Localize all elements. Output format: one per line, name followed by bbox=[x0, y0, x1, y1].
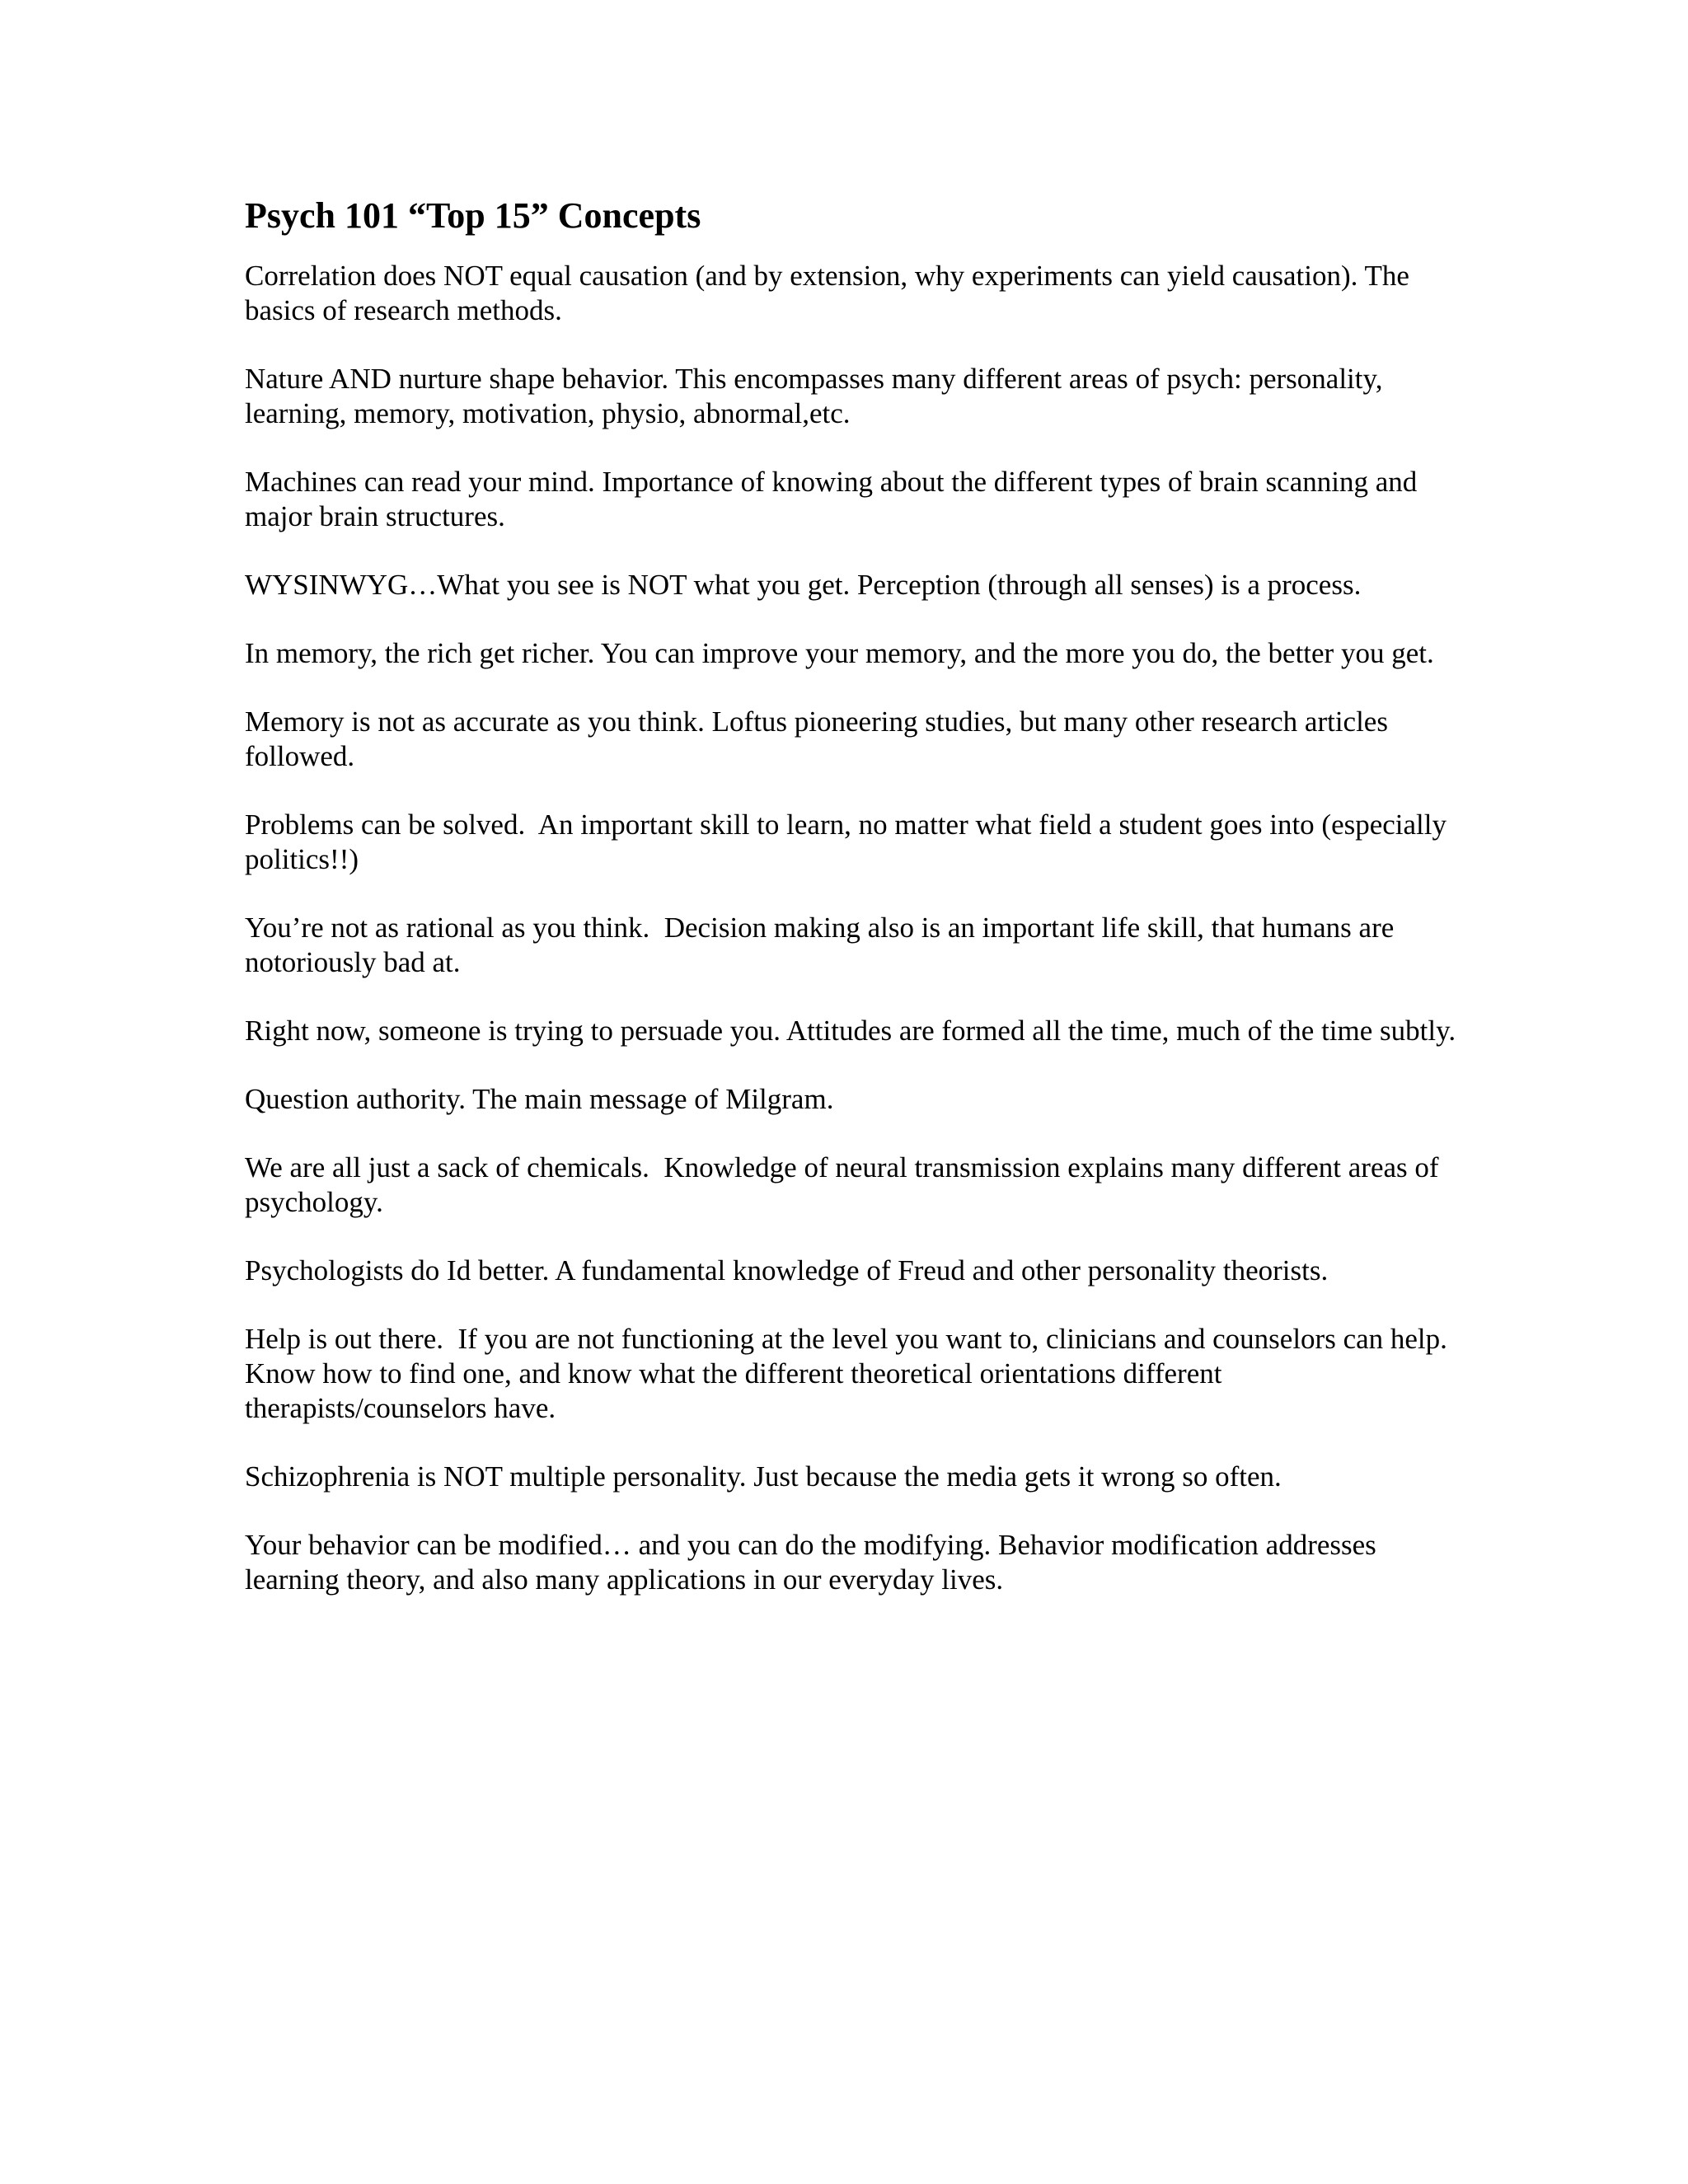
document-title: Psych 101 “Top 15” Concepts bbox=[245, 195, 701, 236]
concept-item: Problems can be solved. An important skill to learn, no matter what field a student goes into (especially politics!!) bbox=[245, 808, 1454, 875]
concept-item: Correlation does NOT equal causation (and by extension, why experiments can yield causation). The basics of research methods. bbox=[245, 260, 1417, 326]
concept-item: Right now, someone is trying to persuade you. Attitudes are formed all the time, much of the time subtly. bbox=[245, 1015, 1456, 1047]
concept-list bbox=[245, 259, 1456, 1597]
concept-item: Your behavior can be modified… and you can do the modifying. Behavior modification addresses learning theory, and also many applications in our everyday lives. bbox=[245, 1529, 1384, 1596]
concept-item: In memory, the rich get richer. You can improve your memory, and the more you do, the better you get. bbox=[245, 637, 1434, 669]
concept-item: Memory is not as accurate as you think. Loftus pioneering studies, but many other research articles followed. bbox=[245, 705, 1395, 772]
concept-item: WYSINWYG…What you see is NOT what you get. Perception (through all senses) is a process. bbox=[245, 569, 1362, 601]
concept-item: Psychologists do Id better. A fundamental knowledge of Freud and other personality theorists. bbox=[245, 1254, 1329, 1286]
concept-item: You’re not as rational as you think. Decision making also is an important life skill, that humans are notoriously bad at. bbox=[245, 912, 1402, 978]
concept-item: Machines can read your mind. Importance of knowing about the different types of brain scanning and major brain structures. bbox=[245, 466, 1425, 532]
concept-item: Schizophrenia is NOT multiple personality. Just because the media gets it wrong so often. bbox=[245, 1460, 1282, 1493]
document-page bbox=[245, 191, 1456, 1631]
concept-item: Question authority. The main message of Milgram. bbox=[245, 1083, 834, 1115]
concept-item: Nature AND nurture shape behavior. This encompasses many different areas of psych: personality, learning, memory, motivation, physio, abnormal,etc. bbox=[245, 363, 1390, 429]
concept-item: Help is out there. If you are not functioning at the level you want to, clinicians and counselors can help. Know how to find one, and know what the different theoretical orientations different therapists/counselors have. bbox=[245, 1323, 1455, 1424]
concept-item: We are all just a sack of chemicals. Knowledge of neural transmission explains many different areas of psychology. bbox=[245, 1151, 1447, 1218]
